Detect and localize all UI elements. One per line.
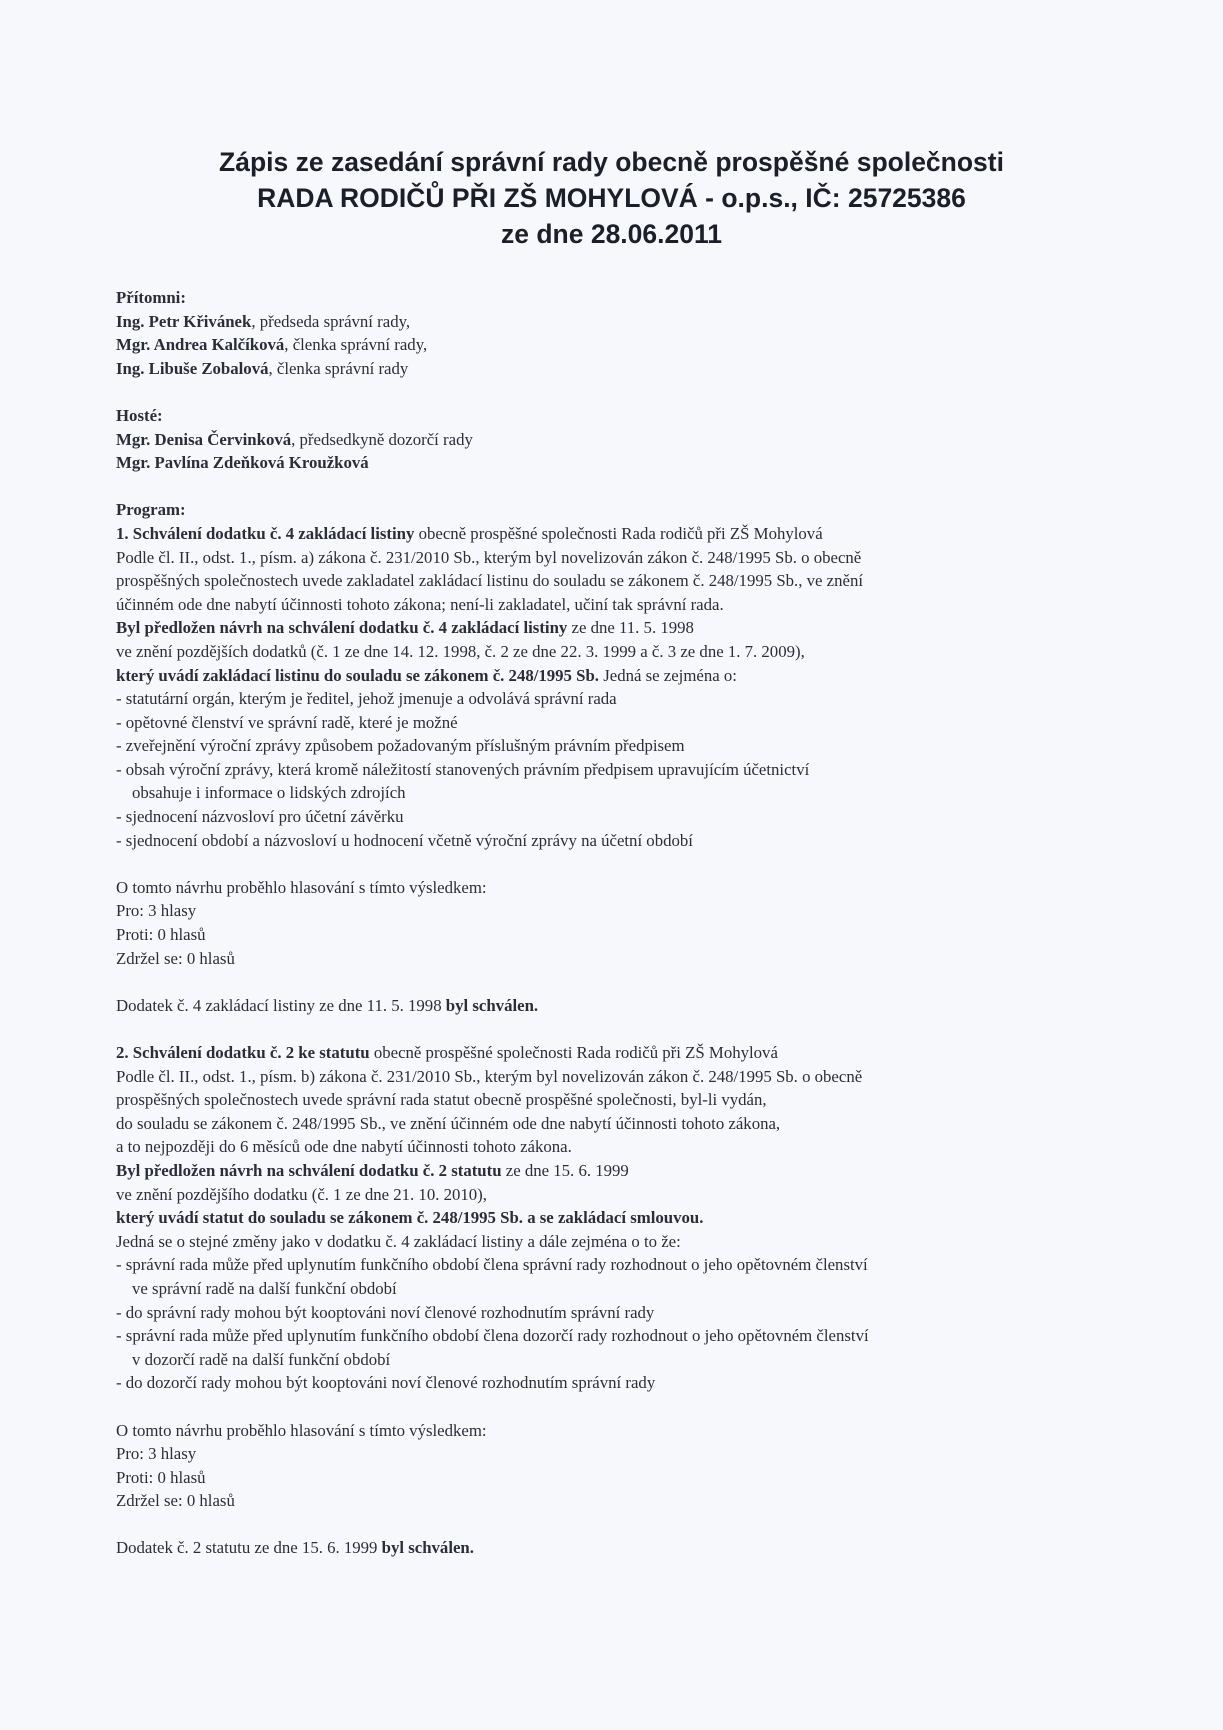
present-member: Mgr. Andrea Kalčíková, členka správní rady,	[116, 335, 428, 355]
item2-intro: do souladu se zákonem č. 248/1995 Sb., ve znění účinném ode dne nabytí účinnosti tohoto zákona,	[116, 1113, 781, 1133]
present-heading: Přítomni:	[116, 288, 186, 307]
item1-vote: O tomto návrhu proběhlo hlasování s tímto výsledkem:	[116, 877, 487, 897]
item1-point: - sjednocení období a názvosloví u hodnocení včetně výroční zprávy na účetní období	[116, 830, 693, 850]
document-body	[116, 286, 1116, 1560]
item2-result: Dodatek č. 2 statutu ze dne 15. 6. 1999 byl schválen.	[116, 1538, 474, 1558]
item1-proposal: ve znění pozdějších dodatků (č. 1 ze dne 14. 12. 1998, č. 2 ze dne 22. 3. 1999 a č. 3 ze dne 1. 7. 2009),	[116, 641, 805, 661]
title-line-1: Zápis ze zasedání správní rady obecně prospěšné společnosti	[219, 147, 1004, 177]
item2-title: 2. Schválení dodatku č. 2 ke statutu obecně prospěšné společnosti Rada rodičů při ZŠ Mohylová	[116, 1043, 778, 1062]
title-line-2: RADA RODIČŮ PŘI ZŠ MOHYLOVÁ - o.p.s., IČ: 25725386	[257, 183, 966, 213]
present-member: Ing. Libuše Zobalová, členka správní rady	[116, 358, 409, 378]
item1-point: - obsah výroční zprávy, která kromě náležitostí stanovených právním předpisem upravujícím účetnictví	[116, 759, 810, 779]
item2-point: ve správní radě na další funkční období	[132, 1278, 397, 1298]
item1-point: - statutární orgán, kterým je ředitel, jehož jmenuje a odvolává správní rada	[116, 689, 617, 709]
item2-vote: Zdržel se: 0 hlasů	[116, 1491, 235, 1511]
item2-point: - do dozorčí rady mohou být kooptováni noví členové rozhodnutím správní rady	[116, 1373, 656, 1393]
item2-vote: Pro: 3 hlasy	[116, 1444, 197, 1464]
item2-proposal: který uvádí statut do souladu se zákonem č. 248/1995 Sb. a se zakládací smlouvou.	[116, 1208, 704, 1228]
present-member: Ing. Petr Křivánek, předseda správní rady,	[116, 311, 411, 331]
item1-point: - zveřejnění výroční zprávy způsobem požadovaným příslušným právním předpisem	[116, 736, 685, 756]
item2-vote: Proti: 0 hlasů	[116, 1467, 206, 1487]
item1-point: - sjednocení názvosloví pro účetní závěrku	[116, 807, 404, 827]
item2-point: - do správní rady mohou být kooptováni noví členové rozhodnutím správní rady	[116, 1302, 655, 1322]
item2-proposal: ve znění pozdějšího dodatku (č. 1 ze dne 21. 10. 2010),	[116, 1184, 487, 1204]
item2-point: v dozorčí radě na další funkční období	[132, 1349, 391, 1369]
item1-vote: Zdržel se: 0 hlasů	[116, 948, 235, 968]
item1-proposal: který uvádí zakládací listinu do souladu se zákonem č. 248/1995 Sb. Jedná se zejména o:	[116, 665, 737, 685]
item1-vote: Pro: 3 hlasy	[116, 901, 197, 921]
item1-intro: prospěšných společnostech uvede zakladatel zakládací listinu do souladu se zákonem č. 248/1995 Sb., ve znění	[116, 571, 864, 591]
item1-intro: účinném ode dne nabytí účinnosti tohoto zákona; není-li zakladatel, učiní tak správní rada.	[116, 594, 724, 614]
item2-intro: a to nejpozději do 6 měsíců ode dne nabytí účinnosti tohoto zákona.	[116, 1137, 572, 1157]
guest-member: Mgr. Denisa Červinková, předsedkyně dozorčí rady	[116, 429, 473, 449]
item2-vote: O tomto návrhu proběhlo hlasování s tímto výsledkem:	[116, 1420, 487, 1440]
item2-intro: prospěšných společnostech uvede správní rada statut obecně prospěšné společnosti, byl-li vydán,	[116, 1090, 767, 1110]
document-header	[0, 144, 1223, 252]
item2-point: - správní rada může před uplynutím funkčního období člena dozorčí rady rozhodnout o jeho opětovném členství	[116, 1326, 869, 1346]
item1-result: Dodatek č. 4 zakládací listiny ze dne 11. 5. 1998 byl schválen.	[116, 995, 539, 1015]
item1-point: - opětovné členství ve správní radě, které je možné	[116, 712, 458, 732]
item2-intro: Podle čl. II., odst. 1., písm. b) zákona č. 231/2010 Sb., kterým byl novelizován zákon č. 248/1995 Sb. o obecně	[116, 1066, 863, 1086]
item1-point: obsahuje i informace o lidských zdrojích	[132, 783, 406, 803]
item1-vote: Proti: 0 hlasů	[116, 925, 206, 945]
item1-intro: Podle čl. II., odst. 1., písm. a) zákona č. 231/2010 Sb., kterým byl novelizován zákon č. 248/1995 Sb. o obecně	[116, 547, 862, 567]
item2-proposal: Byl předložen návrh na schválení dodatku č. 2 statutu ze dne 15. 6. 1999	[116, 1160, 629, 1180]
program-heading: Program:	[116, 500, 186, 520]
item1-title: 1. Schválení dodatku č. 4 zakládací listiny obecně prospěšné společnosti Rada rodičů při ZŠ Mohylová	[116, 523, 823, 543]
guest-member: Mgr. Pavlína Zdeňková Kroužková	[116, 453, 369, 473]
item1-proposal: Byl předložen návrh na schválení dodatku č. 4 zakládací listiny ze dne 11. 5. 1998	[116, 618, 694, 638]
item2-point: - správní rada může před uplynutím funkčního období člena správní rady rozhodnout o jeho opětovném členství	[116, 1255, 868, 1275]
guests-heading: Hosté:	[116, 405, 163, 425]
title-line-3: ze dne 28.06.2011	[501, 219, 722, 249]
item2-proposal: Jedná se o stejné změny jako v dodatku č. 4 zakládací listiny a dále zejména o to že:	[116, 1231, 681, 1251]
